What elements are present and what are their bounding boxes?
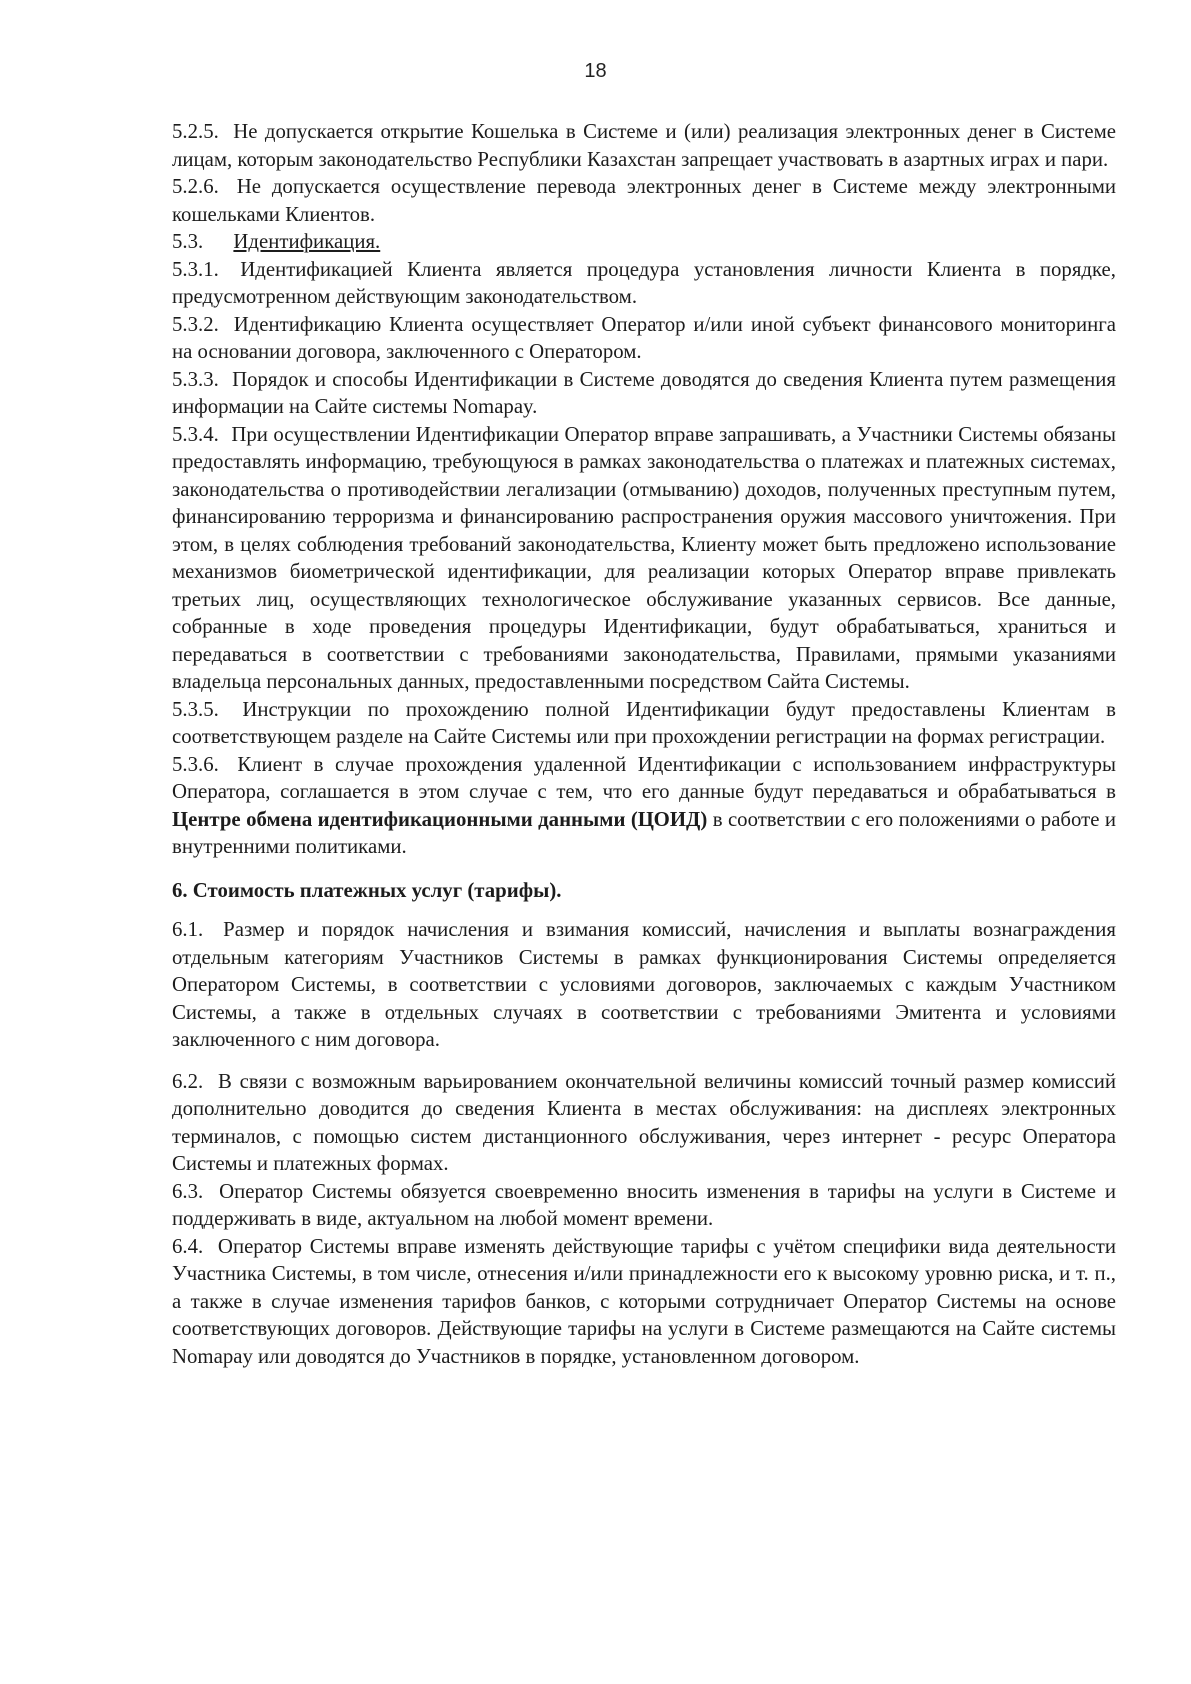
paragraph-number: 6.3. [172,1179,204,1203]
paragraph-bold-term: Центре обмена идентификационными данными (ЦОИД) [172,807,708,831]
paragraph-5-2-5 [172,118,1116,173]
paragraph-text: Не допускается открытие Кошелька в Системе и (или) реализация электронных денег в Системе лицам, которым законодательство Республики Казахстан запрещает участвовать в азартных играх и пари. [172,120,1116,171]
paragraph-number: 6.2. [172,1069,204,1093]
paragraph-text-end: в соответствии с его положениями о работе и внутренними политиками. [172,807,1117,858]
paragraph-text: Оператор Системы обязуется своевременно вносить изменения в тарифы на услуги в Системе и поддерживать в виде, актуальном на любой момент времени. [172,1179,1116,1230]
section-number: 5.3. [172,230,204,253]
paragraph-text: Размер и порядок начисления и взимания комиссий, начисления и выплаты вознаграждения отдельным категориям Участников Системы в рамках функционирования Системы определяется Оператором Системы, в соответствии с условиями договоров, заключаемых с каждым Участником Системы, а также в отдельных случаях в соответствии с требованиями Эмитента и условиями заключенного с ним договора. [172,918,1116,1051]
paragraph-text: Порядок и способы Идентификации в Системе доводятся до сведения Клиента путем размещения информации на Сайте системы Nomapay. [172,367,1116,418]
paragraph-6-2 [172,1068,1116,1178]
paragraph-5-2-6 [172,173,1116,228]
paragraph-text: Идентификацию Клиента осуществляет Оператор и/или иной субъект финансового мониторинга на основании договора, заключенного с Оператором. [172,312,1116,363]
paragraph-number: 5.3.4. [172,422,219,446]
paragraph-number: 5.3.3. [172,367,219,391]
paragraph-6-1 [172,916,1116,1054]
paragraph-6-4 [172,1233,1116,1371]
paragraph-5-3-1 [172,256,1116,311]
paragraph-number: 5.2.6. [172,175,219,198]
page-number: 18 [584,60,607,82]
paragraph-number: 5.3.5. [172,697,219,721]
paragraph-text: Оператор Системы вправе изменять действующие тарифы с учётом специфики вида деятельности Участника Системы, в том числе, отнесения и/или принадлежности его к высокому уровню риска, и т. п., а также в случае изменения тарифов банков, с которыми сотрудничает Оператор Системы на основе соответствующих договоров. Действующие тарифы на услуги в Системе размещаются на Сайте системы Nomapay или доводятся до Участников в порядке, установленном договором. [172,1234,1116,1368]
paragraph-text: Идентификацией Клиента является процедура установления личности Клиента в порядке, предусмотренном действующим законодательством. [172,257,1116,308]
paragraph-5-3-6 [172,751,1116,861]
document-body [172,118,1116,1370]
paragraph-text: Не допускается осуществление перевода электронных денег в Системе между электронными кошельками Клиентов. [172,175,1117,226]
paragraph-text: Инструкции по прохождению полной Идентификации будут предоставлены Клиентам в соответствующем разделе на Сайте Системы или при прохождении регистрации на формах регистрации. [172,697,1116,748]
section-6-heading: 6. Стоимость платежных услуг (тарифы). [172,878,562,902]
paragraph-text: При осуществлении Идентификации Оператор вправе запрашивать, а Участники Системы обязаны предоставлять информацию, требующуюся в рамках законодательства о платежах и платежных системах, законодательства о противодействии легализации (отмыванию) доходов, полученных преступным путем, финансированию терроризма и финансированию распространения оружия массового уничтожения. При этом, в целях соблюдения требований законодательства, Клиенту может быть предложено использование механизмов биометрической идентификации, для реализации которых Оператор вправе привлекать третьих лиц, осуществляющих технологическое обслуживание указанных сервисов. Все данные, собранные в ходе проведения процедуры Идентификации, будут обрабатываться, храниться и передаваться в соответствии с требованиями законодательства, Правилами, прямыми указаниями владельца персональных данных, предоставленными посредством Сайта Системы. [172,422,1116,693]
paragraph-number: 6.1. [172,918,204,941]
paragraph-number: 5.3.2. [172,312,219,336]
paragraph-number: 6.4. [172,1234,204,1258]
paragraph-5-3-4 [172,421,1116,696]
paragraph-5-3-3 [172,366,1116,421]
paragraph-5-3-5 [172,696,1116,751]
paragraph-number: 5.2.5. [172,120,219,143]
paragraph-number: 5.3.1. [172,257,219,281]
paragraph-6-3 [172,1178,1116,1233]
paragraph-number: 5.3.6. [172,752,219,776]
section-title: Идентификация. [233,230,381,253]
section-5-3-heading [172,228,1116,256]
paragraph-text: Клиент в случае прохождения удаленной Идентификации с использованием инфраструктуры Оператора, соглашается в этом случае с тем, что его данные будут передаваться и обрабатываться в [172,752,1116,803]
paragraph-5-3-2 [172,311,1116,366]
paragraph-text: В связи с возможным варьированием окончательной величины комиссий точный размер комиссий дополнительно доводится до сведения Клиента в местах обслуживания: на дисплеях электронных терминалов, с помощью систем дистанционного обслуживания, через интернет - ресурс Оператора Системы и платежных формах. [172,1069,1116,1175]
